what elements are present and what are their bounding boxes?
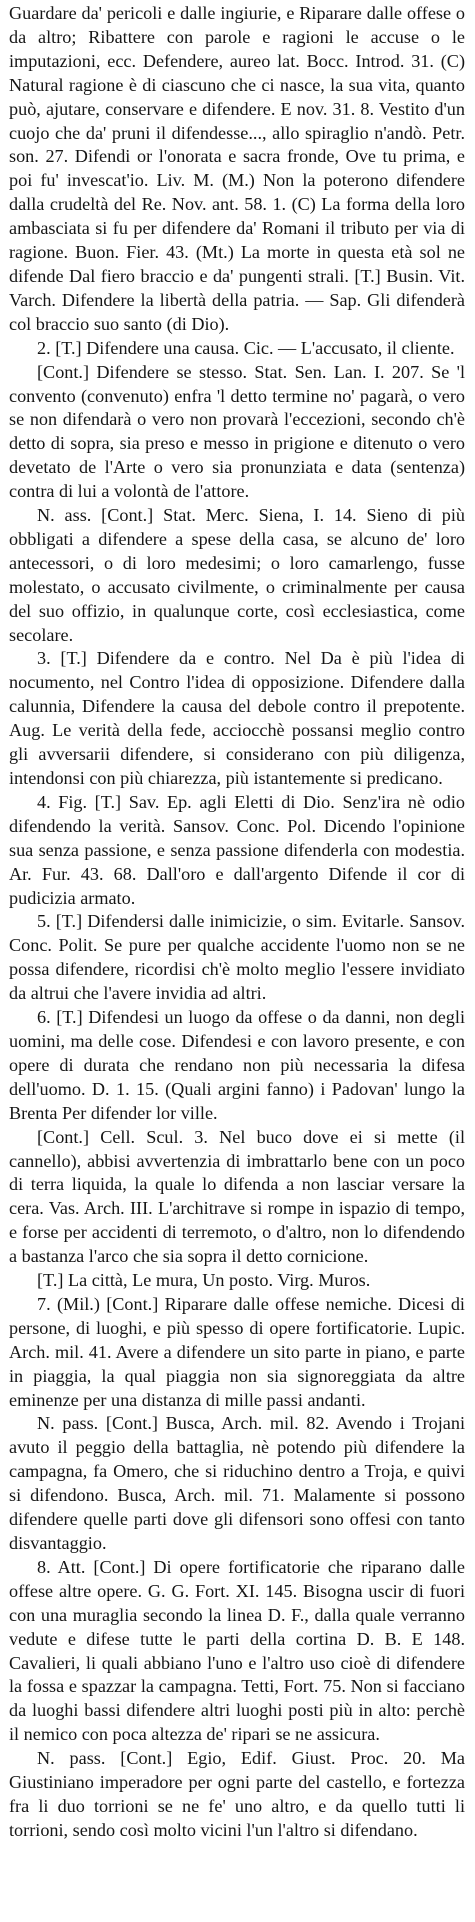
- entry-paragraph-cont-2: [Cont.] Cell. Scul. 3. Nel buco dove ei si mette (il cannello), abbisi avvertenzia di imbrattarlo bene con un poco di terra liquida, la quale lo difenda a non lasciar versare la cera. Vas. Arch. III. L'architrave si rompe in ispazio di tempo, e forse per accidenti di terremoto, o d'altro, non lo difendendo a bastanza l'arco che sia sopra il detto cornicione.: [9, 1126, 465, 1267]
- entry-paragraph-5: 5. [T.] Difendersi dalle inimicizie, o sim. Evitarle. Sansov. Conc. Polit. Se pure per qualche accidente l'uomo non se ne possa difendere, ricordisi ch'è molto meglio l'essere invidiato da altrui che l'avere invidia ad altri.: [9, 911, 465, 1004]
- entry-paragraph-4: 4. Fig. [T.] Sav. Ep. agli Eletti di Dio. Senz'ira nè odio difendendo la verità. Sansov. Conc. Pol. Dicendo l'opinione sua senza passione, e senza passione difenderla con modestia. Ar. Fur. 43. 68. Dall'oro e dall'argento Difende il cor di pudicizia armato.: [9, 791, 465, 908]
- entry-paragraph-7: 7. (Mil.) [Cont.] Riparare dalle offese nemiche. Dicesi di persone, di luoghi, e più spesso di opere fortificatorie. Lupic. Arch. mil. 41. Avere a difendere un sito parte in piano, e parte in piaggia, la qual piaggia non sia signoreggiata da altre eminenze per una distanza di mille passi andanti.: [9, 1293, 465, 1410]
- entry-paragraph-2: 2. [T.] Difendere una causa. Cic. — L'accusato, il cliente.: [37, 337, 455, 358]
- entry-paragraph-3: 3. [T.] Difendere da e contro. Nel Da è più l'idea di nocumento, nel Contro l'idea di opposizione. Difendere dalla calunnia, Difendere la causa del debole contro il prepotente. Aug. Le verità della fede, acciocchè possansi meglio contro gli avversarii difendere, si considerano con più diligenza, intendonsi con più chiarezza, più istantemente si predicano.: [9, 648, 465, 788]
- entry-paragraph-n-pass-2: N. pass. [Cont.] Egio, Edif. Giust. Proc. 20. Ma Giustiniano imperadore per ogni parte del castello, e fortezza fra li duo torrioni se ne fe' uno altro, e da quello tutti li torrioni, sendo così molto vicini l'un l'altro si difendano.: [9, 1748, 465, 1840]
- entry-paragraph-n-pass-1: N. pass. [Cont.] Busca, Arch. mil. 82. Avendo i Trojani avuto il peggio della battaglia, nè potendo più difendere la campagna, fa Omero, che si riduchino dentro a Troja, e quivi si difendono. Busca, Arch. mil. 71. Malamente si possono difendere quelle parti dove gli difensori sono offesi con tanto disvantaggio.: [9, 1413, 465, 1553]
- entry-paragraph-8: 8. Att. [Cont.] Di opere fortificatorie che riparano dalle offese altre opere. G. G. Fort. XI. 145. Bisogna uscir di fuori con una muraglia secondo la linea D. F., dalla quale verranno vedute e difese tutte le parti della cortina D. B. E 148. Cavalieri, li quali abbiano l'uno e l'altro uso cioè di difendere la fossa e spazzar la campagna. Tetti, Fort. 75. Non si facciano da luoghi bassi difendere altri luoghi posti più in alto: perchè il nemico con poca altezza de' ripari se ne assicura.: [9, 1556, 465, 1745]
- entry-paragraph-intro: Guardare da' pericoli e dalle ingiurie, e Riparare dalle offese o da altro; Ribattere con parole e ragioni le accuse o le imputazioni, ecc. Defendere, aureo lat. Bocc. Introd. 31. (C) Natural ragione è di ciascuno che ci nasce, la sua vita, quanto può, ajutare, conservare e difendere. E nov. 31. 8. Vestito d'un cuojo che da' pruni il difendesse..., allo spiraglio n'andò. Petr. son. 27. Difendi or l'onorata e sacra fronde, Ove tu prima, e poi fu' invescat'io. Liv. M. (M.) Non la poterono difendere dalla crudeltà del Re. Nov. ant. 58. 1. (C) La forma della loro ambasciata si fu per difendere da' Romani il tributo per via di ragione. Buon. Fier. 43. (Mt.) La morte in questa età sol ne difende Dal fiero braccio e da' pungenti strali. [T.] Busin. Vit. Varch. Difendere la libertà della patria. — Sap. Gli difenderà col braccio suo santo (di Dio).: [9, 3, 465, 334]
- entry-paragraph-t-city: [T.] La città, Le mura, Un posto. Virg. Muros.: [37, 1270, 371, 1291]
- entry-paragraph-n-ass: N. ass. [Cont.] Stat. Merc. Siena, I. 14. Sieno di più obbligati a difendere a spese della casa, se alcuno de' loro antecessori, o di loro medesimi; o loro camarlengo, fusse molestato, o accusato civilmente, o criminalmente per causa del suo offizio, in qualunque corte, così ecclesiastica, come secolare.: [9, 505, 465, 645]
- entry-paragraph-cont-1: [Cont.] Difendere se stesso. Stat. Sen. Lan. I. 207. Se 'l convento (convenuto) enfra 'l detto termine no' pagarà, o vero se non difendarà o vero non provarà l'eccezioni, secondo ch'è detto di sopra, sia preso e messo in prigione e ditenuto o vero devetato de l'Arte o vero sia pronunziata e data (sentenza) contra di lui a volontà de l'attore.: [9, 361, 465, 502]
- entry-paragraph-6: 6. [T.] Difendesi un luogo da offese o da danni, non degli uomini, ma delle cose. Difendesi e con lavoro presente, e con opere di durata che rendano non più necessaria la difesa dell'uomo. D. 1. 15. (Quali argini fanno) i Padovan' lungo la Brenta Per difender lor ville.: [9, 1007, 465, 1123]
